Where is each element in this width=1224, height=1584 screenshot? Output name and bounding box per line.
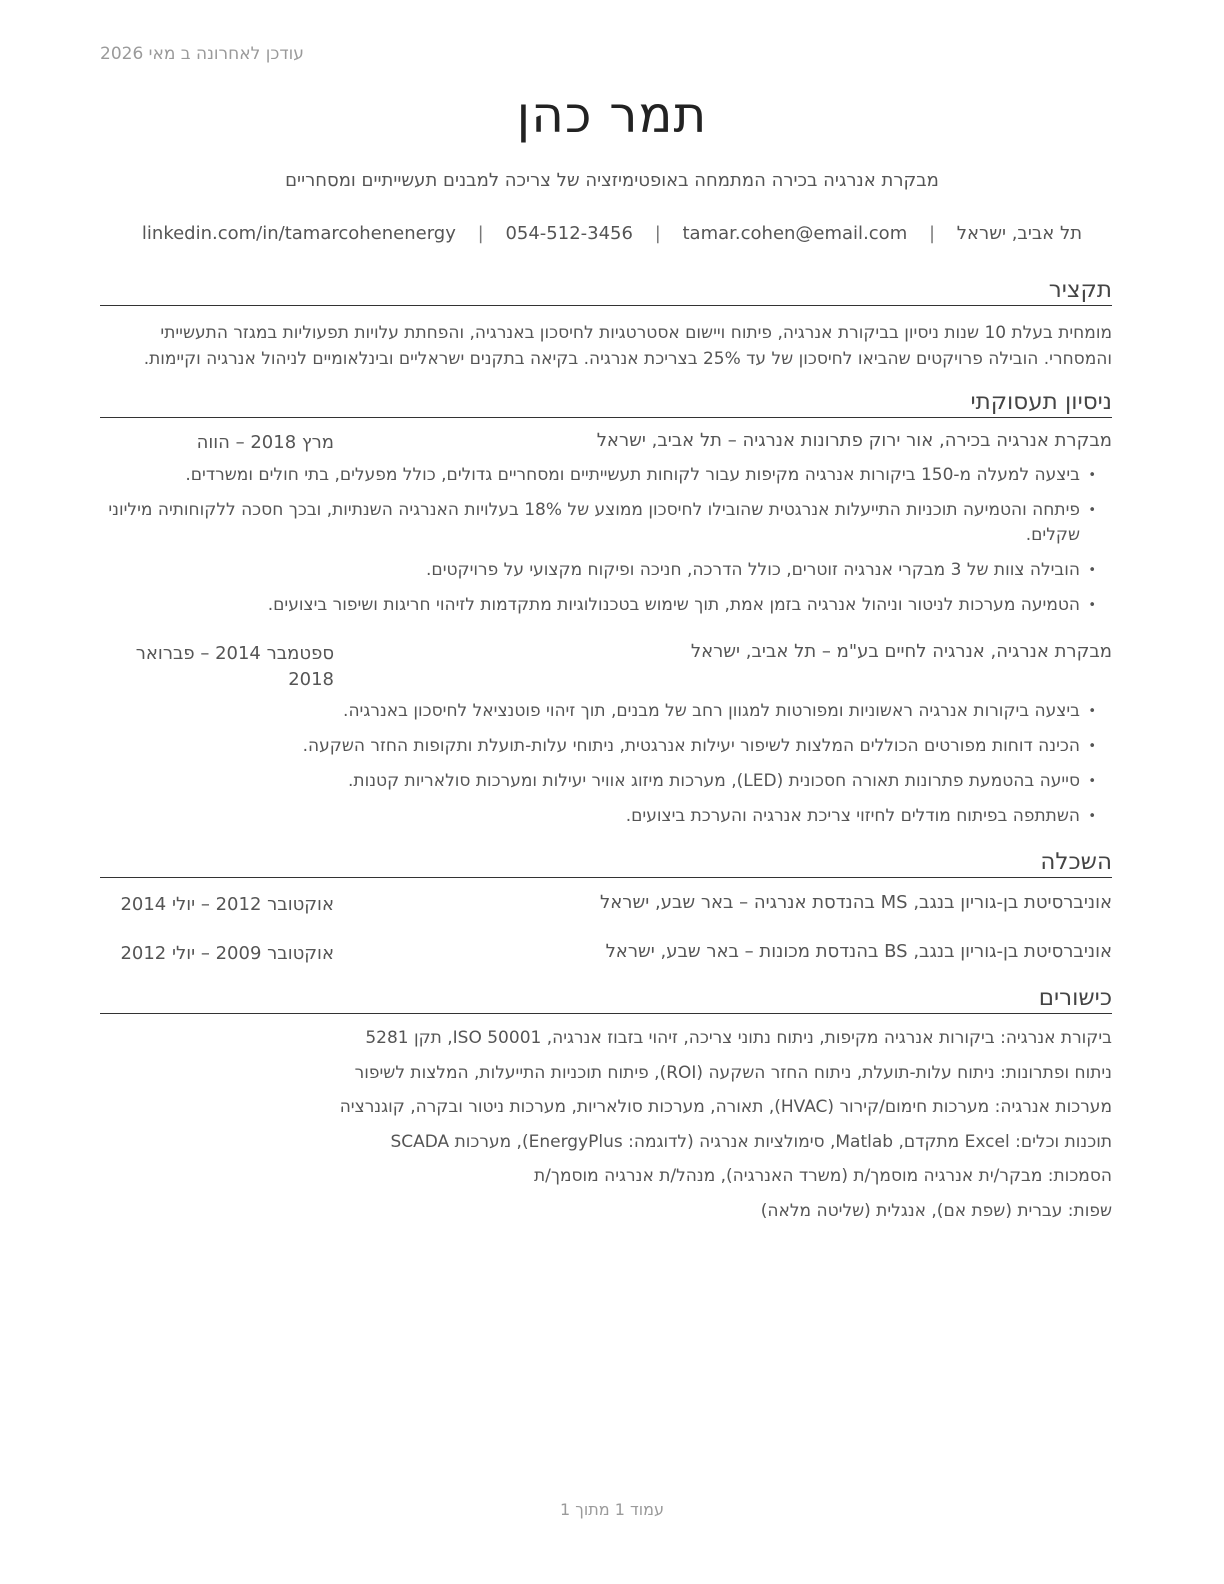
contact-email[interactable]: tamar.cohen@email.com [682,223,908,244]
job-bullet: • פיתחה והטמיעה תוכניות התייעלות אנרגטית שהובילו לחיסכון ממוצע של 18% בעלויות האנרגיה השנתיות, ובכך חסכה ללקוחותיה מיליוני שקלים. [100,498,1096,548]
contact-separator: | [928,223,936,244]
contact-line [0,223,1224,244]
last-updated: עודכן לאחרונה ב מאי 2026 [100,44,304,64]
skill-line: ביקורת אנרגיה: ביקורות אנרגיה מקיפות, ניתוח נתוני צריכה, זיהוי בזבוז אנרגיה, ISO 50001, תקן 5281 [365,1028,1112,1048]
professional-tagline: מבקרת אנרגיה בכירה המתמחה באופטימיזציה של צריכה למבנים תעשייתיים ומסחריים [285,170,939,191]
skill-line: תוכנות וכלים: Excel מתקדם, Matlab, סימולציות אנרגיה (לדוגמה: EnergyPlus), מערכות SCADA [390,1131,1112,1152]
job-bullet: • ביצעה למעלה מ-150 ביקורות אנרגיה מקיפות עבור לקוחות תעשייתיים ומסחריים גדולים, כולל מפעלים, בתי חולים ומשרדים. [100,463,1096,488]
summary-text: מומחית בעלת 10 שנות ניסיון בביקורת אנרגיה, פיתוח ויישום אסטרטגיות לחיסכון באנרגיה, והפחתת עלויות תפעוליות במגזר התעשייתי והמסחרי. הובילה פרויקטים שהביאו לחיסכון של עד 25% בצריכת אנרגיה. בקיאה בתקנים ישראליים ובינלאומיים לניהול אנרגיה וקיימות. [143,323,1112,369]
education-entry [100,892,1112,918]
contact-linkedin[interactable]: linkedin.com/in/tamarcohenenergy [141,223,456,244]
job-bullet: • הובילה צוות של 3 מבקרי אנרגיה זוטרים, כולל הדרכה, חניכה ופיקוח מקצועי על פרויקטים. [100,558,1096,583]
contact-location: תל אביב, ישראל [956,223,1083,244]
contact-separator: | [477,223,484,244]
candidate-name: תמר כהן [516,86,708,144]
job-bullet: • השתתפה בפיתוח מודלים לחיזוי צריכת אנרגיה והערכת ביצועים. [100,804,1096,829]
page-number: עמוד 1 מתוך 1 [560,1500,664,1519]
education-entry [100,941,1112,967]
education-dates: אוקטובר 2009 – יולי 2012 [120,943,334,964]
skill-line: מערכות אנרגיה: מערכות חימום/קירור (HVAC), תאורה, מערכות סולאריות, מערכות ניטור ובקרה, קוגנרציה [339,1097,1112,1118]
section-heading-summary: תקציר [100,276,1112,306]
job-bullet: • הכינה דוחות מפורטים הכוללים המלצות לשיפור יעילות אנרגטית, ניתוחי עלות-תועלת ותקופות החזר השקעה. [100,734,1096,759]
job-dates: מרץ 2018 – הווה [196,432,334,453]
skills-list [100,1026,1112,1234]
skill-line: ניתוח ופתרונות: ניתוח עלות-תועלת, ניתוח החזר השקעה (ROI), פיתוח תוכניות התייעלות, המלצות לשיפור [354,1062,1112,1083]
job-bullet: • הטמיעה מערכות לניטור וניהול אנרגיה בזמן אמת, תוך שימוש בטכנולוגיות מתקדמות לזיהוי חריגות ושיפור ביצועים. [100,593,1096,618]
section-heading-skills: כישורים [100,984,1112,1014]
job-header [100,641,1112,690]
education-degree: אוניברסיטת בן-גוריון בנגב, BS בהנדסת מכונות – באר שבע, ישראל [605,941,1112,962]
job-bullets [100,463,1096,628]
education-dates: אוקטובר 2012 – יולי 2014 [120,894,334,915]
job-header [100,430,1112,456]
job-dates: ספטמבר 2014 – פברואר 2018 [135,643,334,690]
job-bullet: • ביצעה ביקורות אנרגיה ראשוניות ומפורטות למגוון רחב של מבנים, תוך זיהוי פוטנציאל לחיסכון באנרגיה. [100,699,1096,724]
skill-line: שפות: עברית (שפת אם), אנגלית (שליטה מלאה) [760,1200,1112,1221]
skill-line: הסמכות: מבקר/ית אנרגיה מוסמך/ת (משרד האנרגיה), מנהל/ת אנרגיה מוסמך/ת [533,1166,1112,1187]
job-title: מבקרת אנרגיה בכירה, אור ירוק פתרונות אנרגיה – תל אביב, ישראל [596,430,1112,451]
job-bullets [100,699,1096,839]
contact-phone: 054-512-3456 [505,223,633,244]
section-heading-education: השכלה [100,848,1112,878]
contact-separator: | [654,223,661,244]
section-heading-experience: ניסיון תעסוקתי [100,388,1112,418]
job-title: מבקרת אנרגיה, אנרגיה לחיים בע"מ – תל אביב, ישראל [690,641,1112,662]
job-bullet: • סייעה בהטמעת פתרונות תאורה חסכונית (LED), מערכות מיזוג אוויר יעילות ומערכות סולאריות קטנות. [100,769,1096,794]
education-degree: אוניברסיטת בן-גוריון בנגב, MS בהנדסת אנרגיה – באר שבע, ישראל [600,892,1112,913]
